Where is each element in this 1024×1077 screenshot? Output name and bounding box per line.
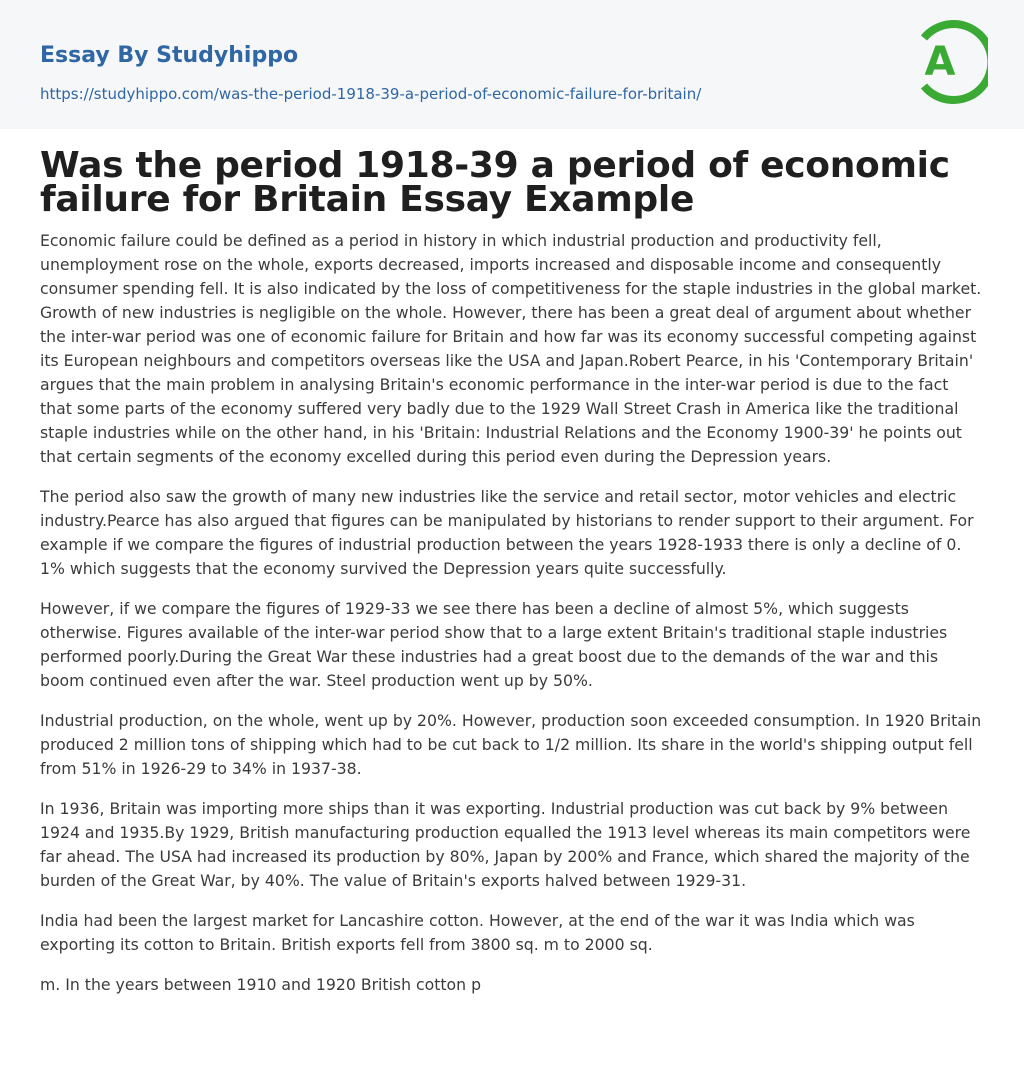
essay-url-link[interactable]: https://studyhippo.com/was-the-period-1918-39-a-period-of-economic-failure-for-britain/ — [40, 85, 702, 103]
paragraph-4: Industrial production, on the whole, went up by 20%. However, production soon exceeded consumption. In 1920 Britain produced 2 million tons of shipping which had to be cut back to 1/2 million. Its share in the world's shipping output fell from 51% in 1926-29 to 34% in 1937-38. — [40, 711, 982, 778]
paragraph-6: India had been the largest market for Lancashire cotton. However, at the end of the war it was India which was exporting its cotton to Britain. British exports fell from 3800 sq. m to 2000 sq. — [40, 911, 915, 954]
page-title: Was the period 1918-39 a period of economic failure for Britain Essay Example — [40, 145, 950, 220]
paragraph-1: Economic failure could be defined as a period in history in which industrial production and productivity fell, unemployment rose on the whole, exports decreased, imports increased and disposable income and consequently consumer spending fell. It is also indicated by the loss of competitiveness for the staple industries in the global market. Growth of new industries is negligible on the whole. However, there has been a great deal of argument about whether the inter-war period was one of economic failure for Britain and how far was its economy successful competing against its European neighbours and competitors overseas like the USA and Japan.Robert Pearce, in his 'Contemporary Britain' argues that the main problem in analysing Britain's economic performance in the inter-war period is due to the fact that some parts of the economy suffered very badly due to the 1929 Wall Street Crash in America like the traditional staple industries while on the other hand, in his 'Britain: Industrial Relations and the Economy 1900-39' he points out that certain segments of the economy excelled during this period even during the Depression years. — [40, 231, 982, 466]
brand-title[interactable]: Essay By Studyhippo — [40, 43, 299, 68]
paragraph-5: In 1936, Britain was importing more ships than it was exporting. Industrial production was cut back by 9% between 1924 and 1935.By 1929, British manufacturing production equalled the 1913 level whereas its main competitors were far ahead. The USA had increased its production by 80%, Japan by 200% and France, which shared the majority of the burden of the Great War, by 40%. The value of Britain's exports halved between 1929-31. — [40, 799, 971, 890]
paragraph-7: m. In the years between 1910 and 1920 British cotton p — [40, 975, 482, 994]
paragraph-3: However, if we compare the figures of 1929-33 we see there has been a decline of almost 5%, which suggests otherwise. Figures available of the inter-war period show that to a large extent Britain's traditional staple industries performed poorly.During the Great War these industries had a great boost due to the demands of the war and this boom continued even after the war. Steel production went up by 50%. — [40, 599, 948, 690]
svg-text:A: A — [924, 39, 956, 85]
paragraph-2: The period also saw the growth of many new industries like the service and retail sector, motor vehicles and electric industry.Pearce has also argued that figures can be manipulated by historians to render support to their argument. For example if we compare the figures of industrial production between the years 1928-1933 there is only a decline of 0. 1% which suggests that the economy survived the Depression years quite successfully. — [40, 487, 974, 578]
article — [0, 145, 1024, 997]
site-header — [0, 0, 1024, 129]
studyhippo-logo-icon[interactable] — [910, 18, 988, 106]
